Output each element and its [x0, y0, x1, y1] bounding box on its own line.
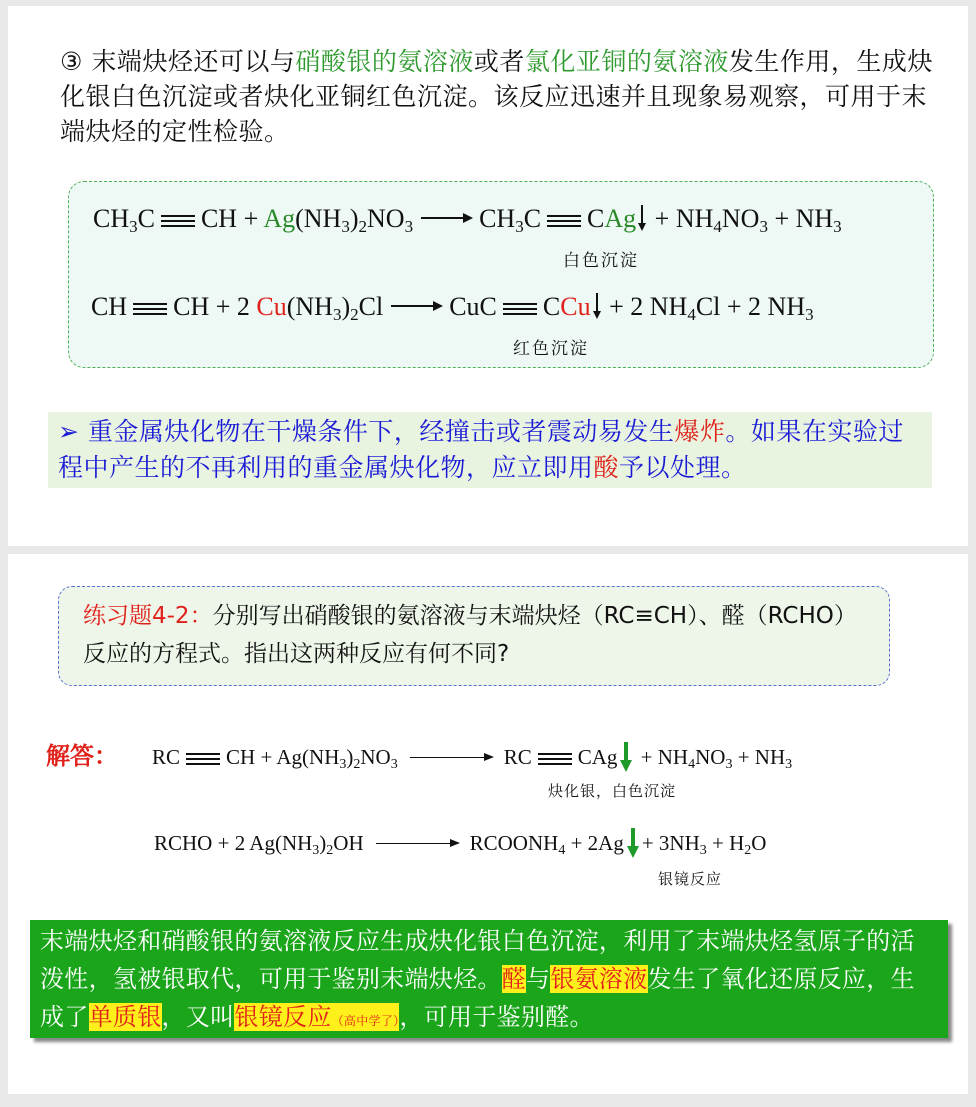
summary-text: 与: [526, 965, 551, 993]
intro-text: ③ 末端炔烃还可以与: [60, 47, 296, 76]
summary-text: 末端炔烃和硝酸银的氨溶液反应生成炔化银白色沉淀，利用了末端炔烃氢原子的活泼性，氢被银取代，可用于鉴别末端炔烃。: [40, 927, 915, 993]
intro-text: 发生作用，生成炔化银白色沉淀或者炔化亚铜红色沉淀。该反应迅速并且现象易观察，可用于末端炔烃的定性检验。: [60, 47, 933, 146]
equation-copper-acetylide: CH CH + 2 $Cu(NH_3)_2Cl$ CuC CCu + 2 $NH_4Cl + 2$ $NH_3$: [91, 292, 814, 324]
intro-paragraph: [60, 44, 940, 149]
summary-text: 发生了氧化还原反应，生成了: [40, 965, 915, 1031]
highlight-elemental-silver: 单质银: [88, 1003, 162, 1031]
note-silver-acetylide: 炔化银，白色沉淀: [548, 782, 677, 800]
warning-text: 予以处理。: [619, 453, 747, 482]
triple-bond-icon: [538, 750, 572, 768]
triple-bond-icon: [503, 300, 537, 318]
note-white-precipitate: 白色沉淀: [563, 251, 639, 271]
exercise-text: 分别写出硝酸银的氨溶液与末端炔烃（RC≡CH）、醛（RCHO）反应的方程式。指出这两种反应有何不同?: [83, 603, 857, 667]
answer-label: 解答：: [46, 742, 118, 770]
equation-silver-acetylide: $CH_3C$ CH + $Ag(NH_3)_2NO_3$ $CH_3C$ CAg + $NH_4NO_3 + NH_3$: [93, 204, 842, 236]
highlight-silver-ammonia: 银氨溶液: [550, 965, 648, 993]
intro-text: 或者: [473, 47, 525, 76]
answer-equation-aldehyde: RCHO + 2 $Ag(NH_3)_2OH$ $RCOONH_4 + 2Ag + 3NH_3 + H_2O$: [154, 828, 766, 859]
triple-bond-icon: [133, 300, 167, 318]
highlight-note: （高中学了）: [331, 1014, 400, 1028]
summary-box: [30, 920, 948, 1038]
arrow-icon: [376, 843, 458, 845]
summary-text: ，又叫: [161, 1003, 235, 1031]
arrow-icon: [421, 217, 471, 219]
warning-text: 。如果在实验过程中产生的不再利用的重金属炔化物，应立即用: [58, 417, 904, 482]
highlight-aldehyde: 醛: [501, 965, 527, 993]
triple-bond-icon: [186, 750, 220, 768]
slide-1: [8, 6, 968, 546]
equation-box: [68, 181, 934, 368]
highlight-silver-mirror: 银镜反应（高中学了）: [234, 1003, 400, 1031]
exercise-label: 练习题4-2：: [83, 603, 213, 629]
precipitate-arrow-icon: [627, 828, 639, 858]
precipitate-arrow-icon: [620, 742, 632, 772]
precipitate-arrow-icon: [593, 293, 601, 319]
warning-box: [48, 412, 932, 488]
warning-text: ➢ 重金属炔化物在干燥条件下，经撞击或者震动易发生: [58, 417, 675, 446]
slide-2: [8, 554, 968, 1094]
summary-text: ，可用于鉴别醛。: [399, 1003, 594, 1031]
arrow-icon: [391, 305, 441, 307]
triple-bond-icon: [547, 212, 581, 230]
exercise-box: [58, 586, 890, 686]
intro-silver-ammonia: 硝酸银的氨溶液: [295, 47, 474, 76]
warning-acid: 酸: [593, 453, 620, 482]
note-red-precipitate: 红色沉淀: [513, 339, 589, 359]
triple-bond-icon: [161, 212, 195, 230]
note-silver-mirror: 银镜反应: [658, 870, 723, 888]
warning-explosion: 爆炸: [674, 417, 726, 446]
answer-equation-alkyne: RC CH + $Ag(NH_3)_2NO_3$ RC CAg + $NH_4NO_3 + NH_3$: [152, 742, 792, 773]
precipitate-arrow-icon: [638, 205, 646, 231]
intro-copper-ammonia: 氯化亚铜的氨溶液: [524, 47, 729, 76]
arrow-icon: [410, 757, 492, 759]
